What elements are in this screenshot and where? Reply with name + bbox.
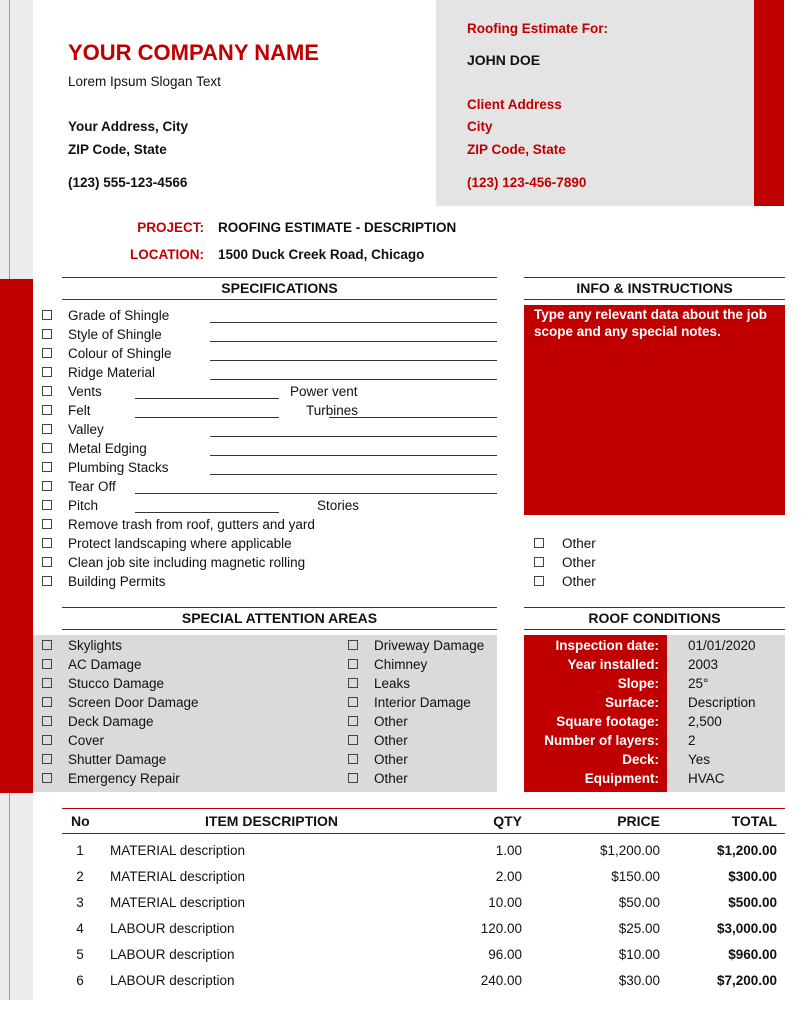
roof-condition-row [524,769,785,788]
special-attention-left-list [42,636,342,788]
info-other-list [534,534,784,591]
special-attention-label: Deck Damage [68,714,154,729]
roof-condition-label: Number of layers: [544,733,659,748]
special-attention-row [348,769,497,788]
checkbox-icon[interactable] [348,640,358,650]
spec-label: Metal Edging [68,441,147,456]
spec-row [42,344,497,363]
checkbox-icon[interactable] [534,557,544,567]
cell-total: $1,200.00 [716,843,777,858]
roof-condition-row [524,731,785,750]
col-header-no: No [71,813,90,829]
checkbox-icon[interactable] [348,735,358,745]
info-instructions-text: Type any relevant data about the job scope and any special notes. [534,307,768,339]
special-attention-label: Driveway Damage [374,638,485,653]
spec-input-line[interactable] [210,455,497,456]
checkbox-icon[interactable] [42,481,52,491]
special-attention-label: Interior Damage [374,695,471,710]
cell-price: $50.00 [618,895,660,910]
cell-description: MATERIAL description [110,895,246,910]
checkbox-icon[interactable] [42,424,52,434]
company-address-line1: Your Address, City [68,119,189,134]
cell-price: $1,200.00 [599,843,660,858]
cell-description: MATERIAL description [110,869,246,884]
client-address-line3: ZIP Code, State [467,142,566,157]
table-row [62,942,785,968]
checkbox-icon[interactable] [42,367,52,377]
special-attention-row [42,712,342,731]
special-attention-row [42,750,342,769]
info-other-row [534,553,784,572]
spec-label: Protect landscaping where applicable [68,536,292,551]
checkbox-icon[interactable] [42,678,52,688]
checkbox-icon[interactable] [42,576,52,586]
spec-label: Building Permits [68,574,166,589]
spec-label: Felt [68,403,91,418]
special-attention-label: Cover [68,733,105,748]
spec-input-line[interactable] [210,341,497,342]
items-table-body [62,838,785,994]
info-other-label: Other [562,536,596,551]
checkbox-icon[interactable] [42,640,52,650]
cell-qty: 120.00 [480,921,522,936]
spec-row [42,458,497,477]
cell-no: 1 [76,843,84,858]
special-attention-row [348,712,497,731]
roof-condition-label: Year installed: [567,657,659,672]
roof-condition-value: 2,500 [688,714,722,729]
col-header-description: ITEM DESCRIPTION [205,813,339,829]
spec-label: Vents [68,384,102,399]
spec-row [42,363,497,382]
cell-no: 4 [76,921,84,936]
checkbox-icon[interactable] [42,329,52,339]
cell-price: $150.00 [611,869,660,884]
special-attention-row [42,655,342,674]
spec-input-line[interactable] [210,360,497,361]
special-attention-row [42,693,342,712]
roof-condition-value: 2 [688,733,696,748]
cell-no: 3 [76,895,84,910]
client-accent-bar [754,0,784,206]
estimate-for-heading: Roofing Estimate For: [467,21,608,36]
special-attention-row [348,750,497,769]
checkbox-icon[interactable] [42,557,52,567]
table-row [62,890,785,916]
special-attention-label: Other [374,771,408,786]
spec-input-line[interactable] [135,493,497,494]
roof-condition-row [524,674,785,693]
specifications-header: SPECIFICATIONS [62,277,497,300]
checkbox-icon[interactable] [534,576,544,586]
spec-row [42,477,497,496]
checkbox-icon[interactable] [42,462,52,472]
special-attention-label: Screen Door Damage [68,695,199,710]
checkbox-icon[interactable] [42,773,52,783]
roof-condition-value: Description [688,695,756,710]
checkbox-icon[interactable] [42,310,52,320]
spec-label: Style of Shingle [68,327,162,342]
special-attention-right-list [348,636,497,788]
checkbox-icon[interactable] [42,386,52,396]
spec-row [42,496,497,515]
roof-condition-value: 25° [688,676,709,691]
roof-condition-label: Deck: [622,752,659,767]
client-phone: (123) 123-456-7890 [467,175,587,190]
company-name: YOUR COMPANY NAME [68,40,319,65]
special-attention-row [42,731,342,750]
spec-input-line[interactable] [135,398,279,399]
roof-conditions-header: ROOF CONDITIONS [524,607,785,630]
cell-price: $10.00 [618,947,660,962]
client-address-line2: City [467,119,493,134]
spec-label: Colour of Shingle [68,346,172,361]
col-header-price: PRICE [617,813,660,829]
spec-label: Grade of Shingle [68,308,170,323]
table-row [62,968,785,994]
checkbox-icon[interactable] [42,697,52,707]
cell-description: LABOUR description [110,973,235,988]
spec-row [42,420,497,439]
roof-condition-value: 2003 [688,657,719,672]
spec-input-line[interactable] [210,322,497,323]
checkbox-icon[interactable] [348,716,358,726]
special-attention-label: Shutter Damage [68,752,167,767]
checkbox-icon[interactable] [42,659,52,669]
spec-input-line[interactable] [210,474,497,475]
table-row [62,864,785,890]
spec-extra-label: Stories [317,498,360,513]
spec-input-line[interactable] [329,417,497,418]
spec-row [42,572,497,591]
special-attention-row [348,674,497,693]
client-name: JOHN DOE [467,52,541,68]
roof-condition-row [524,655,785,674]
checkbox-icon[interactable] [42,538,52,548]
special-attention-header: SPECIAL ATTENTION AREAS [62,607,497,630]
col-header-total: TOTAL [731,813,777,829]
spec-label: Valley [68,422,104,437]
spec-input-line[interactable] [210,436,497,437]
checkbox-icon[interactable] [348,754,358,764]
special-attention-label: Skylights [68,638,123,653]
checkbox-icon[interactable] [42,348,52,358]
roof-condition-row [524,636,785,655]
roof-condition-row [524,693,785,712]
roof-condition-value: HVAC [688,771,725,786]
left-accent-bar [0,279,33,793]
special-attention-row [42,674,342,693]
cell-no: 5 [76,947,84,962]
roof-condition-label: Inspection date: [555,638,659,653]
info-other-row [534,572,784,591]
checkbox-icon[interactable] [42,405,52,415]
roof-condition-row [524,750,785,769]
project-value: ROOFING ESTIMATE - DESCRIPTION [218,220,457,235]
cell-description: MATERIAL description [110,843,246,858]
special-attention-row [348,731,497,750]
cell-no: 2 [76,869,84,884]
checkbox-icon[interactable] [42,519,52,529]
client-address-line1: Client Address [467,97,562,112]
cell-description: LABOUR description [110,921,235,936]
special-attention-label: Chimney [374,657,428,672]
special-attention-label: Other [374,733,408,748]
special-attention-label: Stucco Damage [68,676,165,691]
items-table-header [62,808,785,834]
spec-row [42,382,497,401]
spec-extra-label: Turbines [306,403,359,418]
spec-label: Plumbing Stacks [68,460,169,475]
roof-condition-label: Slope: [617,676,659,691]
cell-qty: 10.00 [488,895,522,910]
special-attention-label: Other [374,714,408,729]
info-other-label: Other [562,574,596,589]
roof-condition-label: Surface: [604,695,659,710]
checkbox-icon[interactable] [348,659,358,669]
specifications-list [42,306,497,591]
info-other-row [534,534,784,553]
special-attention-row [348,636,497,655]
spec-row [42,306,497,325]
spec-label: Tear Off [68,479,116,494]
checkbox-icon[interactable] [348,697,358,707]
cell-price: $30.00 [618,973,660,988]
checkbox-icon[interactable] [534,538,544,548]
info-instructions-header: INFO & INSTRUCTIONS [524,277,785,300]
company-phone: (123) 555-123-4566 [68,175,188,190]
checkbox-icon[interactable] [42,735,52,745]
spec-row [42,515,497,534]
spec-input-line[interactable] [135,512,279,513]
spec-label: Ridge Material [68,365,156,380]
roof-condition-label: Equipment: [584,771,659,786]
special-attention-label: Leaks [374,676,411,691]
location-label: LOCATION: [130,247,204,262]
roof-condition-label: Square footage: [556,714,659,729]
special-attention-label: Other [374,752,408,767]
roof-conditions-list [524,636,785,788]
checkbox-icon[interactable] [42,716,52,726]
cell-total: $7,200.00 [716,973,777,988]
project-label: PROJECT: [137,220,204,235]
table-row [62,838,785,864]
cell-total: $500.00 [728,895,777,910]
spec-row [42,325,497,344]
company-address-line2: ZIP Code, State [68,142,167,157]
roof-condition-row [524,712,785,731]
special-attention-row [42,769,342,788]
checkbox-icon[interactable] [348,773,358,783]
spec-input-line[interactable] [210,379,497,380]
checkbox-icon[interactable] [348,678,358,688]
cell-total: $3,000.00 [716,921,777,936]
location-value: 1500 Duck Creek Road, Chicago [218,247,425,262]
cell-total: $960.00 [728,947,777,962]
spec-extra-label: Power vent [290,384,358,399]
spec-row [42,439,497,458]
spec-row [42,553,497,572]
info-other-label: Other [562,555,596,570]
spec-input-line[interactable] [135,417,279,418]
cell-qty: 96.00 [488,947,522,962]
checkbox-icon[interactable] [42,754,52,764]
cell-qty: 240.00 [480,973,522,988]
special-attention-row [348,693,497,712]
company-slogan: Lorem Ipsum Slogan Text [68,74,221,89]
spec-label: Pitch [68,498,99,513]
special-attention-row [348,655,497,674]
spec-label: Clean job site including magnetic rolling [68,555,306,570]
roof-condition-value: Yes [688,752,711,767]
cell-no: 6 [76,973,84,988]
info-instructions-box[interactable] [524,305,785,515]
cell-description: LABOUR description [110,947,235,962]
cell-price: $25.00 [618,921,660,936]
checkbox-icon[interactable] [42,500,52,510]
table-row [62,916,785,942]
roof-condition-value: 01/01/2020 [688,638,756,653]
checkbox-icon[interactable] [42,443,52,453]
spec-row [42,401,497,420]
cell-total: $300.00 [728,869,777,884]
special-attention-label: AC Damage [68,657,142,672]
cell-qty: 2.00 [495,869,522,884]
cell-qty: 1.00 [495,843,522,858]
spec-label: Remove trash from roof, gutters and yard [68,517,315,532]
spec-row [42,534,497,553]
col-header-qty: QTY [493,813,522,829]
special-attention-label: Emergency Repair [68,771,180,786]
special-attention-row [42,636,342,655]
